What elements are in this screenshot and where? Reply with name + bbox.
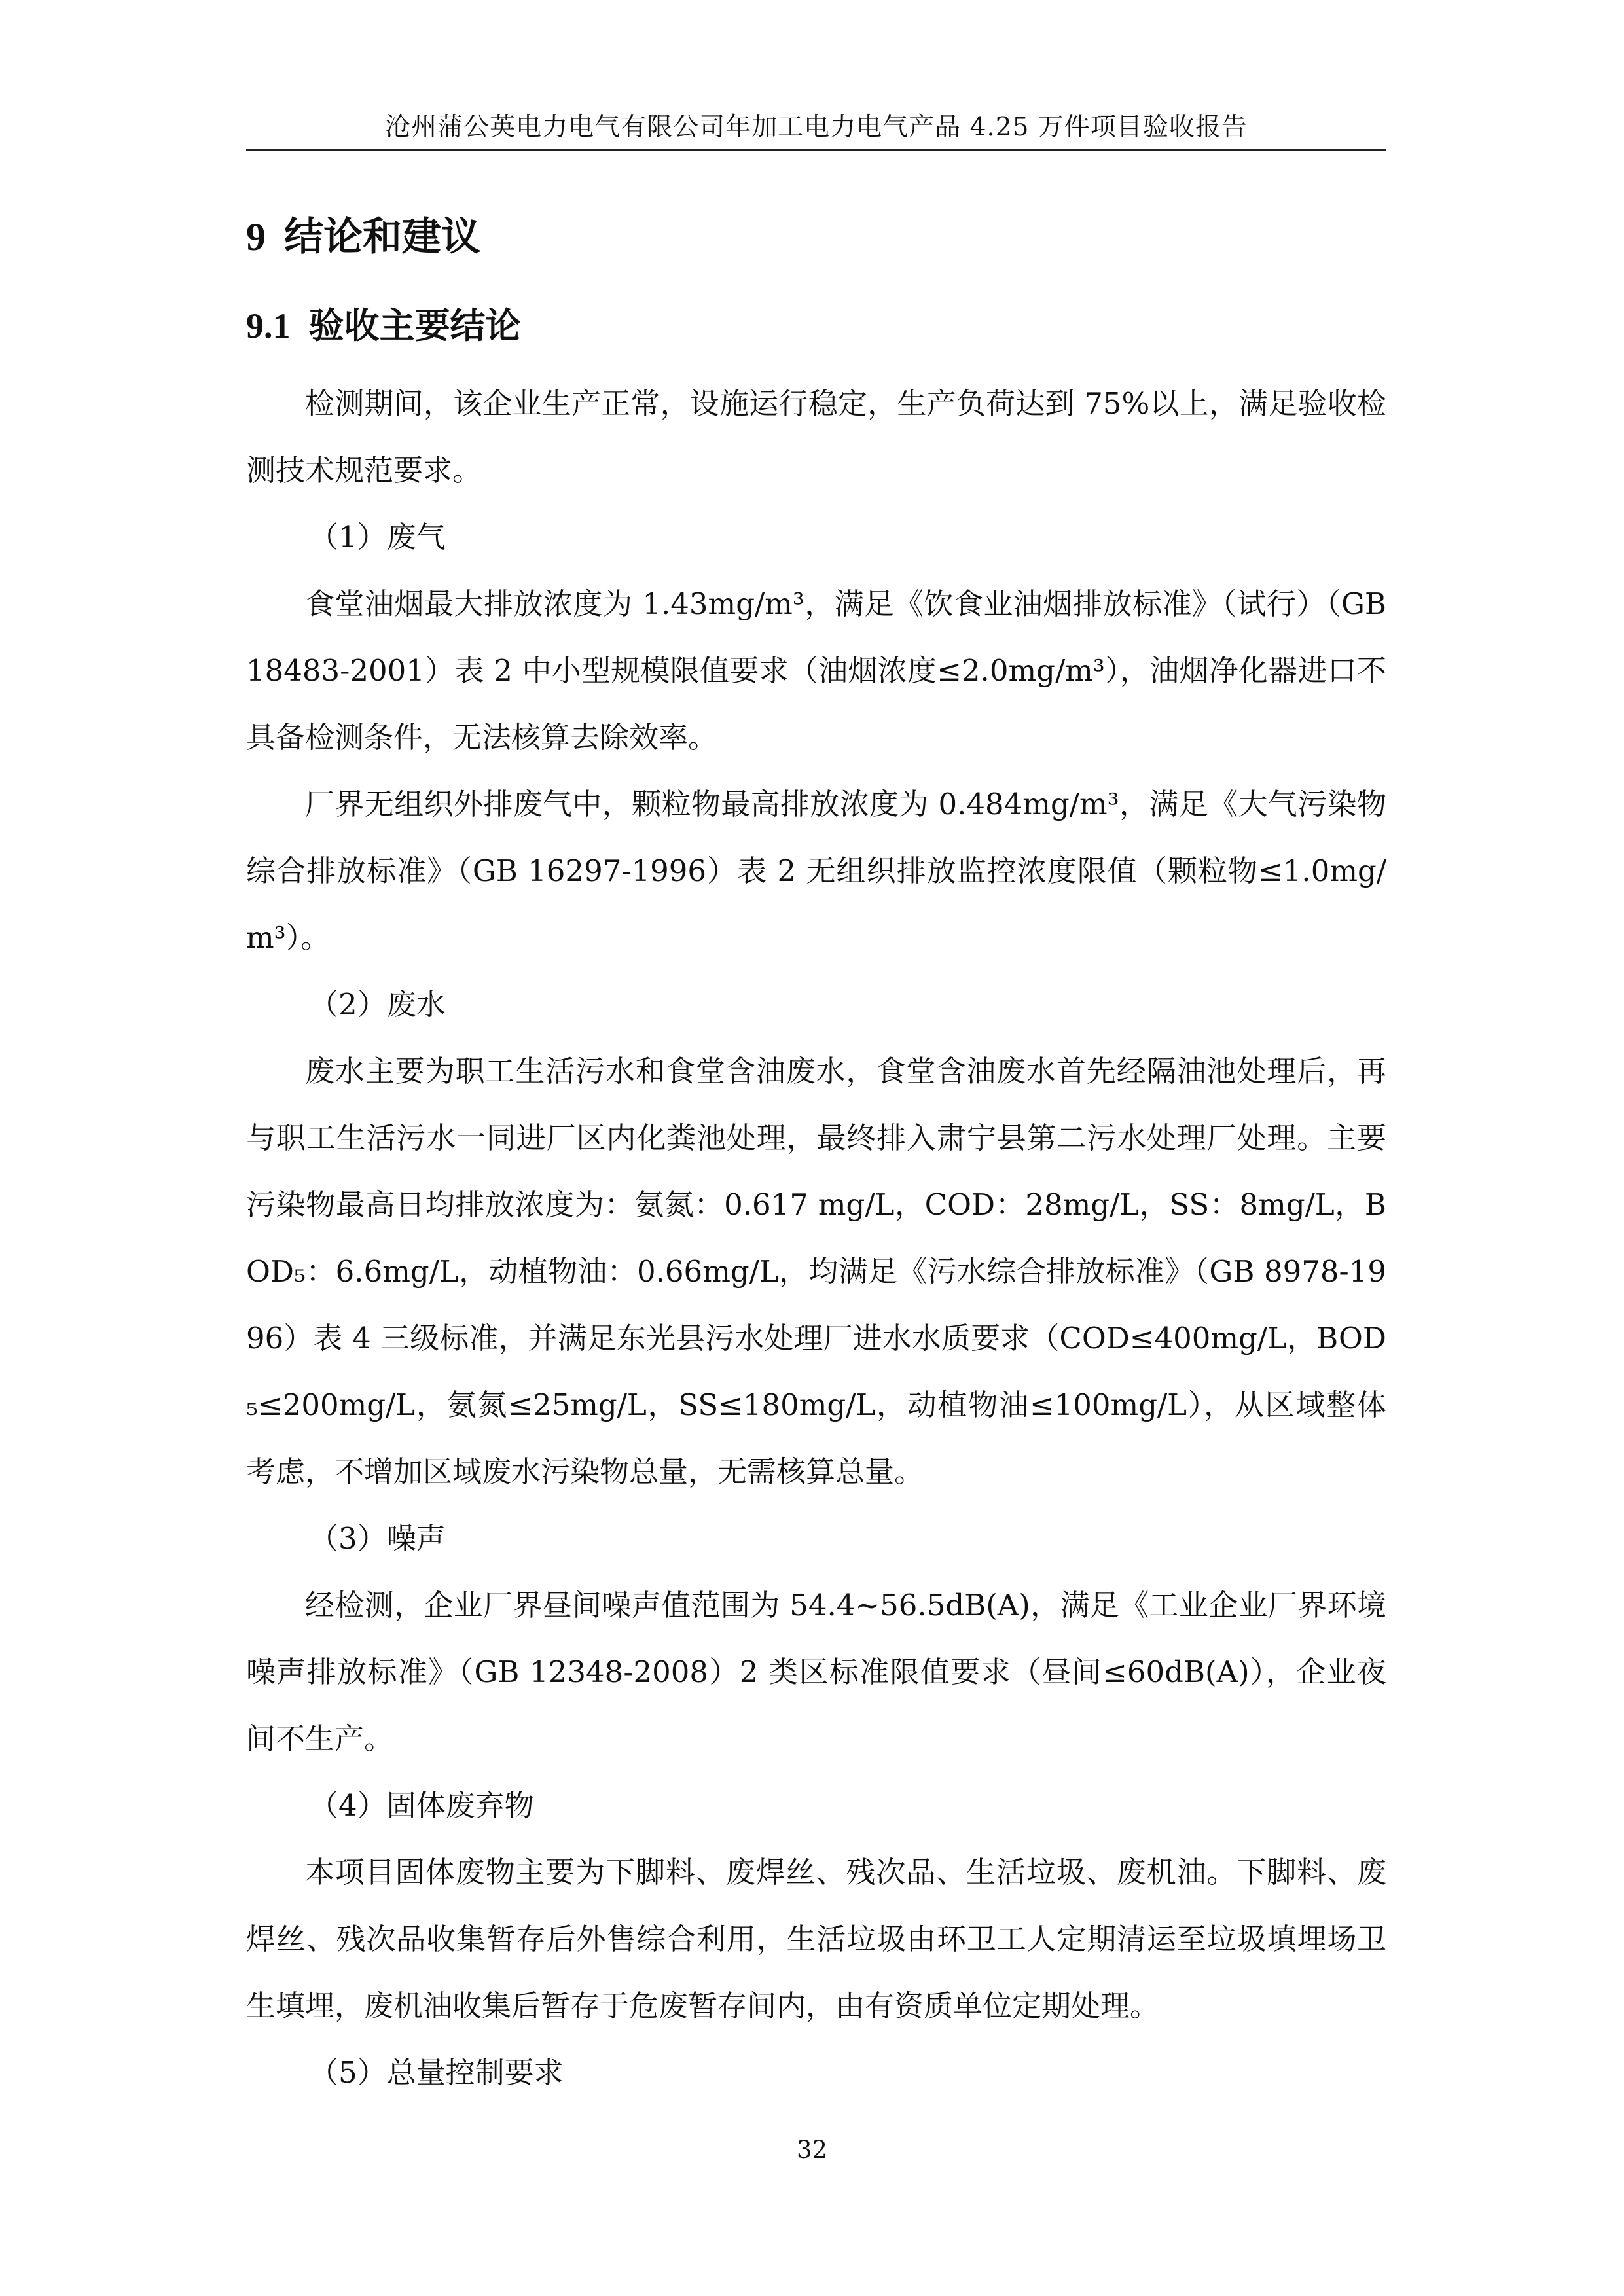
total-control-heading: （5）总量控制要求 (309, 2055, 564, 2090)
solid-waste-heading: （4）固体废弃物 (309, 1788, 534, 1823)
noise-paragraph: 经检测，企业厂界昼间噪声值范围为 54.4~56.5dB(A)，满足《工业企业厂界环境噪声排放标准》（GB 12348-2008）2 类区标准限值要求（昼间≤60dB(A)），企业夜间不生产。 (246, 1588, 1386, 1756)
running-header: 沧州蒲公英电力电气有限公司年加工电力电气产品 4.25 万件项目验收报告 (385, 113, 1248, 142)
subsection-number: 9.1 (246, 306, 291, 346)
solid-waste-paragraph: 本项目固体废物主要为下脚料、废焊丝、残次品、生活垃圾、废机油。下脚料、废焊丝、残次品收集暂存后外售综合利用，生活垃圾由环卫工人定期清运至垃圾填埋场卫生填埋，废机油收集后暂存于危废暂存间内，由有资质单位定期处理。 (246, 1855, 1386, 2023)
body-text (246, 370, 1386, 2106)
wastewater-heading: （2）废水 (309, 987, 446, 1022)
header-rule (246, 149, 1386, 151)
page-number: 32 (796, 2136, 828, 2164)
section-title: 结论和建议 (284, 214, 480, 260)
wastewater-paragraph: 废水主要为职工生活污水和食堂含油废水，食堂含油废水首先经隔油池处理后，再与职工生活污水一同进厂区内化粪池处理，最终排入肃宁县第二污水处理厂处理。主要污染物最高日均排放浓度为：氨氮：0.617 mg/L，COD：28mg/L，SS：8mg/L，BOD₅：6.6mg/L，动植物油：0.66mg/L，均满足《污水综合排放标准》（GB 8978-1996）表 4 三级标准，并满足东光县污水处理厂进水水质要求（COD≤400mg/L，BOD₅≤200mg/L，氨氮≤25mg/L，SS≤180mg/L，动植物油≤100mg/L），从区域整体考虑，不增加区域废水污染物总量，无需核算总量。 (246, 1054, 1386, 1489)
subsection-title: 验收主要结论 (308, 305, 521, 346)
section-heading (246, 211, 480, 263)
waste-gas-heading: （1）废气 (309, 520, 446, 554)
waste-gas-paragraph-1: 食堂油烟最大排放浓度为 1.43mg/m³，满足《饮食业油烟排放标准》（试行）（GB 18483-2001）表 2 中小型规模限值要求（油烟浓度≤2.0mg/m³），油烟净化器进口不具备检测条件，无法核算去除效率。 (246, 586, 1386, 755)
noise-heading: （3）噪声 (309, 1521, 446, 1556)
waste-gas-paragraph-2: 厂界无组织外排废气中，颗粒物最高排放浓度为 0.484mg/m³，满足《大气污染物综合排放标准》（GB 16297-1996）表 2 无组织排放监控浓度限值（颗粒物≤1.0mg/m³）。 (246, 787, 1386, 955)
section-number: 9 (246, 215, 266, 259)
intro-paragraph: 检测期间，该企业生产正常，设施运行稳定，生产负荷达到 75%以上，满足验收检测技术规范要求。 (246, 386, 1386, 488)
subsection-heading (246, 301, 521, 351)
